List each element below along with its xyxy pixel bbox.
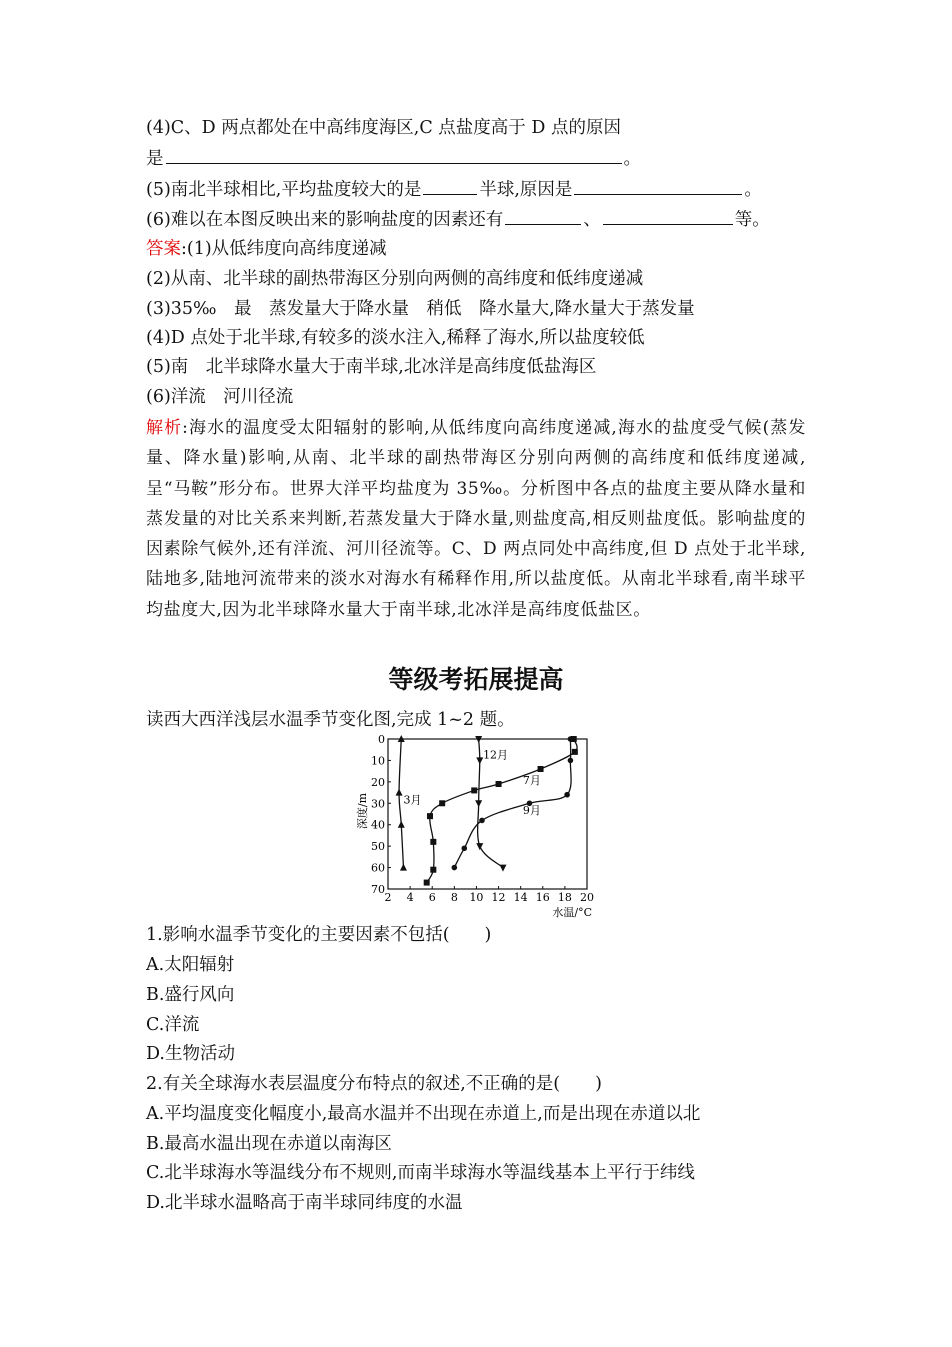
series-label: 9月 bbox=[522, 804, 541, 817]
q6-text-a: (6)难以在本图反映出来的影响盐度的因素还有 bbox=[146, 210, 504, 230]
q2-option-b: B.最高水温出现在赤道以南海区 bbox=[146, 1134, 392, 1154]
answer-line-1 bbox=[146, 238, 387, 260]
series-line-9月 bbox=[454, 739, 571, 868]
x-tick-label: 16 bbox=[535, 891, 550, 904]
data-point-square bbox=[439, 800, 445, 806]
series-label: 12月 bbox=[483, 748, 509, 762]
x-axis-label: 水温/°C bbox=[552, 906, 592, 918]
answer-label: 答案 bbox=[146, 239, 181, 259]
answer-3: (3)35‰ 最 蒸发量大于降水量 稍低 降水量大,降水量大于蒸发量 bbox=[146, 299, 695, 319]
data-point-square bbox=[538, 766, 544, 772]
q5-text-c: 。 bbox=[744, 180, 762, 200]
explanation-text: :海水的温度受太阳辐射的影响,从低纬度向高纬度递减,海水的盐度受气候(蒸发量、降水量)影响,从南、北半球的副热带海区分别向两侧的高纬度和低纬度递减,呈“马鞍”形分布。世界大洋平均盐度为 35‰。分析图中各点的盐度主要从降水量和蒸发量的对比关系来判断,若蒸发量大于降水量,则盐度高,相反则盐度低。影响盐度的因素除气候外,还有洋流、河川径流等。C、D 两点同处中高纬度,但 D 点处于北半球,陆地多,陆地河流带来的淡水对海水有稀释作用,所以盐度低。从南北半球看,南半球平均盐度大,因为北半球降水量大于南半球,北冰洋是高纬度低盐区。 bbox=[146, 418, 807, 620]
q6-blank-1 bbox=[505, 208, 581, 225]
x-tick-label: 6 bbox=[428, 891, 436, 904]
q6-blank-2 bbox=[603, 208, 733, 225]
data-point-triangle-up bbox=[400, 864, 407, 871]
y-tick-label: 40 bbox=[371, 818, 385, 832]
intro-text: 读西大西洋浅层水温季节变化图,完成 1~2 题。 bbox=[146, 710, 515, 730]
q1-stem: 1.影响水温季节变化的主要因素不包括( ) bbox=[146, 925, 492, 945]
data-point-square bbox=[572, 749, 578, 755]
q4-suffix: 。 bbox=[623, 149, 641, 169]
data-point-triangle-down bbox=[476, 843, 483, 850]
answer-2: (2)从南、北半球的副热带海区分别向两侧的高纬度和低纬度递减 bbox=[146, 269, 644, 289]
x-tick-label: 18 bbox=[557, 891, 572, 904]
data-point-square bbox=[424, 880, 430, 886]
y-tick-label: 20 bbox=[371, 775, 385, 789]
y-tick-label: 60 bbox=[371, 861, 385, 875]
x-tick-label: 20 bbox=[580, 891, 594, 904]
y-axis-label: 深度/m bbox=[356, 792, 369, 830]
y-tick-label: 30 bbox=[371, 797, 385, 811]
q5-line bbox=[146, 178, 762, 201]
q2-option-c: C.北半球海水等温线分布不规则,而南半球海水等温线基本上平行于纬线 bbox=[146, 1163, 695, 1183]
q2-option-a: A.平均温度变化幅度小,最高水温并不出现在赤道上,而是出现在赤道以北 bbox=[146, 1104, 701, 1124]
section-title: 等级考拓展提高 bbox=[388, 665, 564, 694]
x-tick-label: 12 bbox=[491, 891, 506, 904]
q1-option-c: C.洋流 bbox=[146, 1015, 200, 1035]
q5-blank-1 bbox=[423, 178, 477, 195]
x-tick-label: 10 bbox=[469, 891, 484, 904]
q1-option-b: B.盛行风向 bbox=[146, 985, 235, 1005]
q6-text-b: 、 bbox=[583, 210, 601, 230]
answer-5: (5)南 北半球降水量大于南半球,北冰洋是高纬度低盐海区 bbox=[146, 357, 597, 377]
data-point-square bbox=[427, 813, 433, 819]
y-tick-label: 70 bbox=[371, 883, 385, 896]
data-point-square bbox=[471, 787, 477, 793]
q2-stem: 2.有关全球海水表层温度分布特点的叙述,不正确的是( ) bbox=[146, 1074, 602, 1094]
x-tick-label: 14 bbox=[513, 891, 528, 904]
q4-blank bbox=[166, 147, 622, 164]
x-tick-label: 4 bbox=[406, 891, 414, 904]
data-point-triangle-up bbox=[398, 821, 405, 828]
q1-option-a: A.太阳辐射 bbox=[146, 955, 235, 975]
data-point-circle bbox=[461, 845, 467, 851]
answer-4: (4)D 点处于北半球,有较多的淡水注入,稀释了海水,所以盐度较低 bbox=[146, 328, 645, 348]
answer-1: :(1)从低纬度向高纬度递减 bbox=[181, 239, 387, 259]
q5-text-a: (5)南北半球相比,平均盐度较大的是 bbox=[146, 180, 422, 200]
x-tick-label: 8 bbox=[450, 891, 458, 904]
q6-text-c: 等。 bbox=[734, 210, 770, 230]
data-point-square bbox=[496, 781, 502, 787]
data-point-circle bbox=[564, 792, 570, 798]
y-tick-label: 0 bbox=[378, 733, 385, 746]
q2-option-d: D.北半球水温略高于南半球同纬度的水温 bbox=[146, 1193, 463, 1213]
data-point-circle bbox=[568, 736, 574, 742]
q5-text-b: 半球,原因是 bbox=[479, 180, 573, 200]
data-point-square bbox=[430, 867, 436, 873]
data-point-triangle-down bbox=[499, 865, 506, 872]
explanation-label: 解析 bbox=[146, 418, 183, 438]
q1-option-d: D.生物活动 bbox=[146, 1044, 235, 1064]
y-tick-label: 10 bbox=[371, 754, 385, 768]
series-label: 3月 bbox=[403, 793, 422, 807]
series-label: 7月 bbox=[522, 774, 541, 787]
q5-blank-2 bbox=[574, 178, 742, 195]
q6-line bbox=[146, 208, 770, 231]
y-tick-label: 50 bbox=[371, 840, 385, 854]
q4-prefix: 是 bbox=[146, 149, 164, 169]
x-tick-label: 2 bbox=[384, 891, 392, 904]
data-point-circle bbox=[568, 758, 574, 764]
data-point-triangle-down bbox=[475, 800, 482, 807]
q4-line1: (4)C、D 两点都处在中高纬度海区,C 点盐度高于 D 点的原因 bbox=[146, 118, 621, 138]
data-point-triangle-up bbox=[396, 789, 403, 796]
answer-6: (6)洋流 河川径流 bbox=[146, 387, 294, 407]
data-point-circle bbox=[452, 865, 458, 871]
data-point-circle bbox=[479, 818, 485, 824]
temperature-depth-chart bbox=[355, 733, 605, 918]
explanation bbox=[146, 413, 806, 625]
data-point-square bbox=[430, 839, 436, 845]
q4-line2 bbox=[146, 147, 641, 170]
